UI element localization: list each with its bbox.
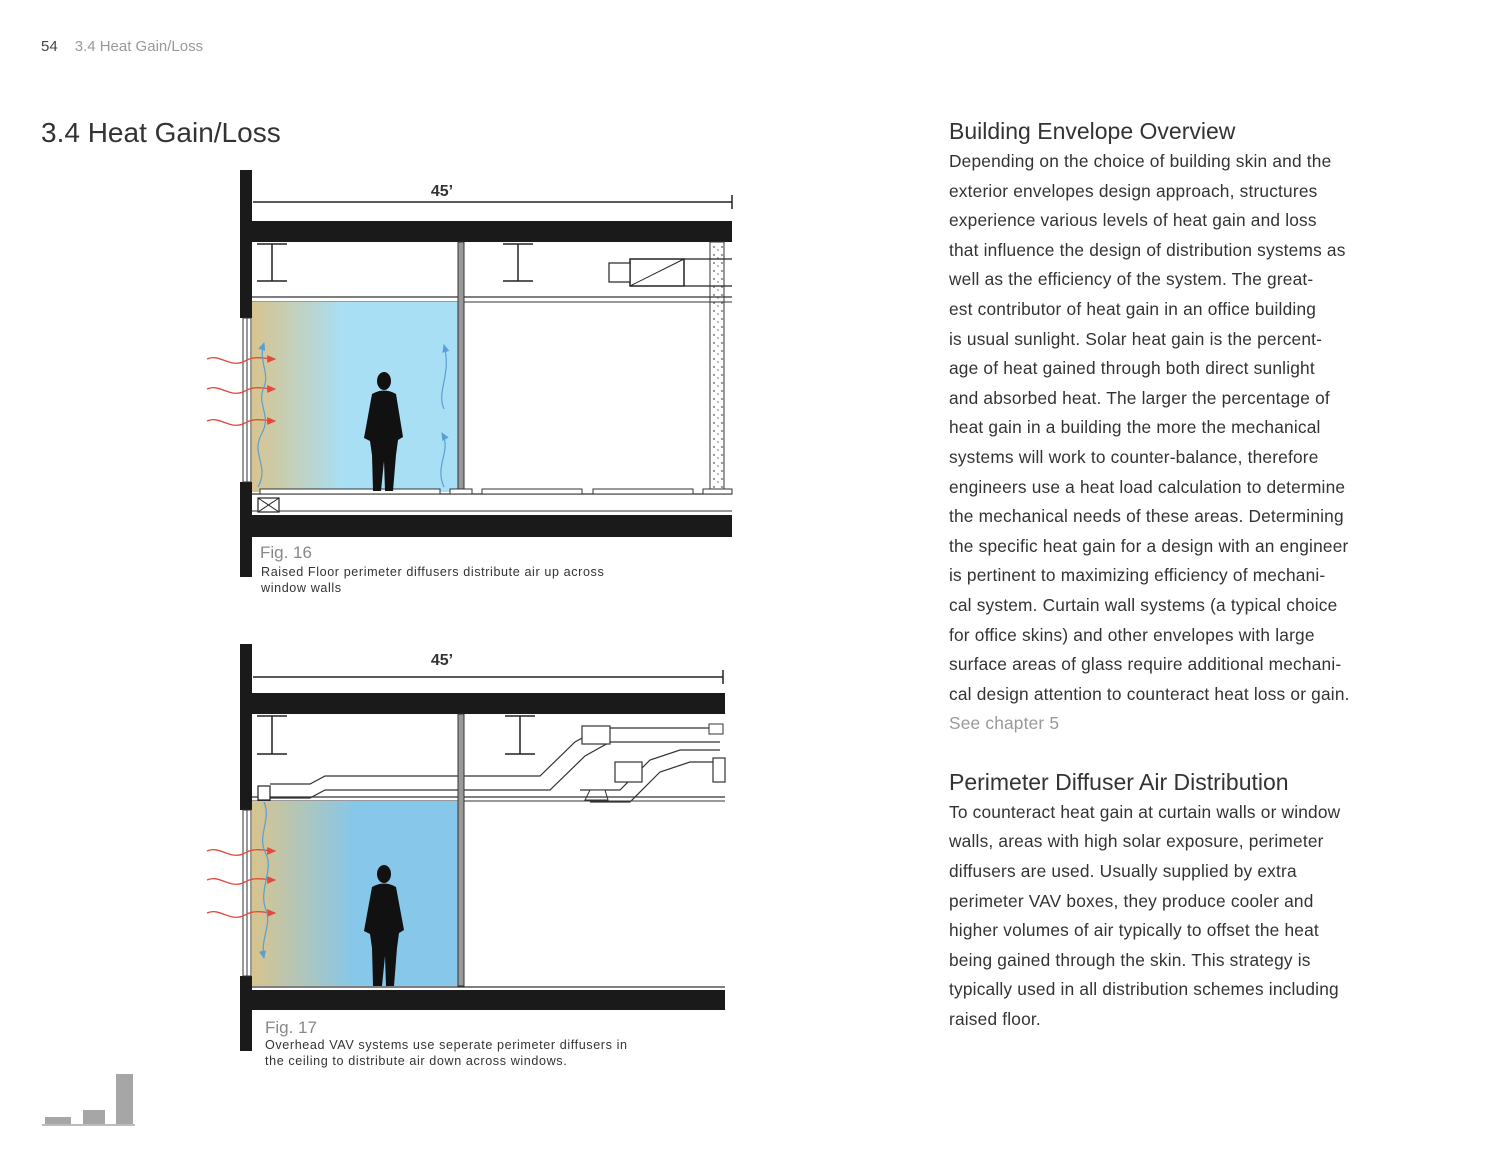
section-heading: Building Envelope Overview (949, 118, 1236, 144)
figure-17 (200, 640, 740, 1080)
raised-floor-section-diagram (200, 165, 740, 605)
section-body (949, 147, 1389, 709)
body-line: Depending on the choice of building skin and the (949, 151, 1332, 171)
dimension-label: 45’ (430, 652, 454, 669)
figure-label: Fig. 17 (265, 1018, 317, 1037)
body-line: the mechanical needs of these areas. Determining (949, 506, 1344, 527)
bar-logo-icon (40, 1070, 140, 1130)
body-line: well as the efficiency of the system. The great- (949, 269, 1314, 290)
body-line: systems will work to counter-balance, therefore (949, 446, 1319, 467)
body-line: heat gain in a building the more the mechanical (949, 417, 1321, 438)
figure-label: Fig. 16 (260, 543, 312, 562)
body-line: higher volumes of air typically to offset the heat (949, 920, 1319, 941)
body-line: raised floor. (949, 1009, 1041, 1030)
dimension-label: 45’ (430, 183, 454, 200)
body-line: is usual sunlight. Solar heat gain is the percent- (949, 328, 1323, 349)
body-line: cal system. Curtain wall systems (a typical choice (949, 594, 1338, 615)
section-body (949, 798, 1389, 1035)
body-line: cal design attention to counteract heat loss or gain. (949, 683, 1350, 704)
section-building-envelope (949, 118, 1389, 739)
caption-line: window walls (261, 581, 342, 595)
figure-caption (261, 564, 661, 596)
running-header (41, 38, 203, 55)
body-text-column (949, 118, 1389, 1035)
page-number: 54 (41, 38, 58, 55)
body-line: and absorbed heat. The larger the percentage of (949, 387, 1330, 408)
body-line: being gained through the skin. This strategy is (949, 949, 1311, 970)
caption-line: Raised Floor perimeter diffusers distribute air up across (261, 565, 605, 579)
section-perimeter-diffuser (949, 769, 1389, 1035)
body-line: surface areas of glass require additional mechani- (949, 654, 1342, 675)
body-line: engineers use a heat load calculation to determine (949, 476, 1346, 497)
body-line: typically used in all distribution schemes including (949, 979, 1339, 1000)
overhead-vav-section-diagram (200, 640, 740, 1080)
running-section-title: 3.4 Heat Gain/Loss (74, 38, 204, 55)
body-line: is pertinent to maximizing efficiency of mechani- (949, 565, 1326, 586)
body-line: diffusers are used. Usually supplied by extra (949, 861, 1297, 882)
caption-line: the ceiling to distribute air down across windows. (265, 1054, 568, 1068)
body-line: exterior envelopes design approach, structures (949, 180, 1318, 201)
section-heading: Perimeter Diffuser Air Distribution (949, 768, 1289, 795)
body-line: experience various levels of heat gain and loss (949, 210, 1317, 231)
body-line: perimeter VAV boxes, they produce cooler and (949, 890, 1314, 911)
see-chapter-link[interactable]: See chapter 5 (949, 713, 1060, 734)
body-line: est contributor of heat gain in an office building (949, 298, 1317, 319)
page-title: 3.4 Heat Gain/Loss (41, 117, 281, 148)
body-line: that influence the design of distribution systems as (949, 239, 1346, 260)
caption-line: Overhead VAV systems use seperate perimeter diffusers in (265, 1038, 628, 1052)
figure-caption (265, 1037, 665, 1069)
body-line: age of heat gained through both direct sunlight (949, 358, 1315, 379)
body-line: the specific heat gain for a design with an engineer (949, 535, 1349, 556)
body-line: To counteract heat gain at curtain walls or window (949, 801, 1341, 822)
body-line: walls, areas with high solar exposure, perimeter (949, 831, 1324, 852)
figure-16 (200, 165, 740, 605)
body-line: for office skins) and other envelopes with large (949, 624, 1315, 645)
